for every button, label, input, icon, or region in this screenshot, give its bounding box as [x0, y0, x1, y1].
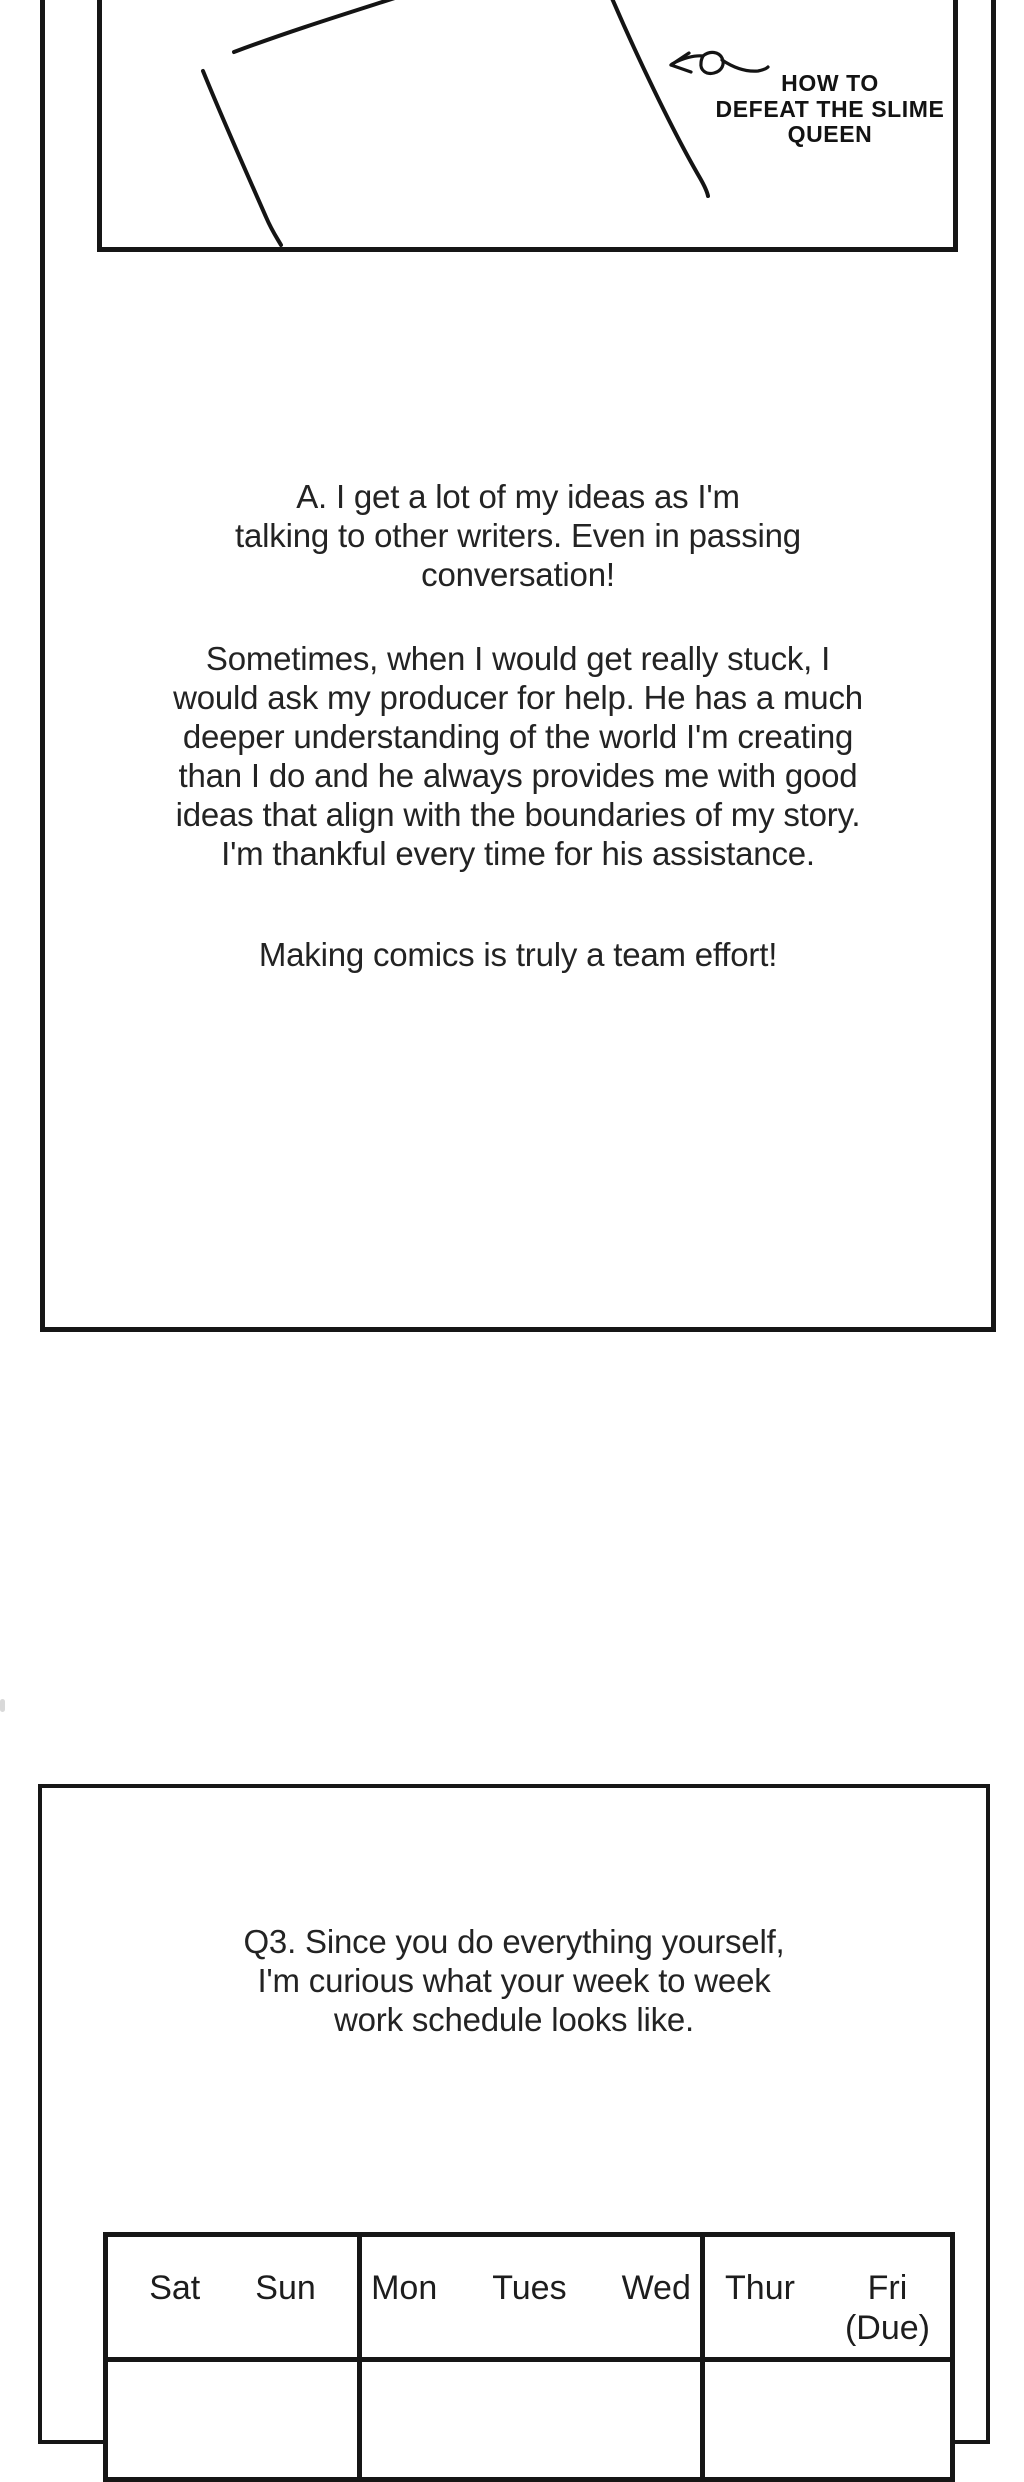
text-line: A. I get a lot of my ideas as I'm	[296, 478, 740, 515]
schedule-table-header-row	[108, 2237, 950, 2362]
sketch-book-right-edge	[611, 0, 708, 196]
table-cell	[705, 2362, 950, 2482]
answer-paragraph-1	[40, 477, 996, 594]
schedule-table-body-row	[108, 2362, 950, 2482]
sketch-book-top-edge	[234, 0, 401, 52]
text-line: I'm curious what your week to week	[257, 1962, 771, 1999]
header-cell-due-days	[705, 2237, 950, 2357]
text-line: Q3. Since you do everything yourself,	[243, 1923, 785, 1960]
day-label: Sun	[255, 2269, 316, 2307]
text-line: I'm thankful every time for his assistance.	[221, 835, 815, 872]
text-line: Making comics is truly a team effort!	[258, 936, 778, 973]
header-cell-weekdays	[362, 2237, 705, 2357]
sketch-book-left-edge	[203, 71, 281, 245]
day-label: Thur	[725, 2269, 795, 2307]
answer-paragraph-3	[40, 935, 996, 974]
due-note: (Due)	[844, 2309, 930, 2347]
text-line: would ask my producer for help. He has a much	[173, 679, 863, 716]
text-line: conversation!	[421, 556, 615, 593]
book-title-caption	[705, 71, 955, 148]
text-line: deeper understanding of the world I'm creating	[182, 718, 854, 755]
day-label: Wed	[621, 2269, 691, 2307]
text-line: than I do and he always provides me with good	[178, 757, 858, 794]
table-cell	[362, 2362, 705, 2482]
text-line: talking to other writers. Even in passing	[235, 517, 801, 554]
text-line: work schedule looks like.	[334, 2001, 694, 2038]
question-paragraph	[38, 1922, 990, 2039]
caption-line: QUEEN	[787, 121, 873, 147]
caption-line: DEFEAT THE SLIME	[715, 95, 945, 122]
day-label: Mon	[371, 2269, 438, 2307]
header-cell-weekend	[108, 2237, 362, 2357]
table-cell	[108, 2362, 362, 2482]
text-line: Sometimes, when I would get really stuck, I	[205, 640, 831, 677]
text-line: ideas that align with the boundaries of my story.	[175, 796, 861, 833]
answer-paragraph-2	[40, 639, 996, 873]
day-label: Tues	[492, 2269, 567, 2307]
day-label: Sat	[149, 2269, 201, 2307]
stray-mark	[0, 1699, 5, 1712]
day-label-with-note	[845, 2268, 930, 2357]
day-label: Fri	[867, 2269, 908, 2307]
caption-line: HOW TO	[781, 70, 879, 96]
schedule-table	[103, 2232, 955, 2482]
